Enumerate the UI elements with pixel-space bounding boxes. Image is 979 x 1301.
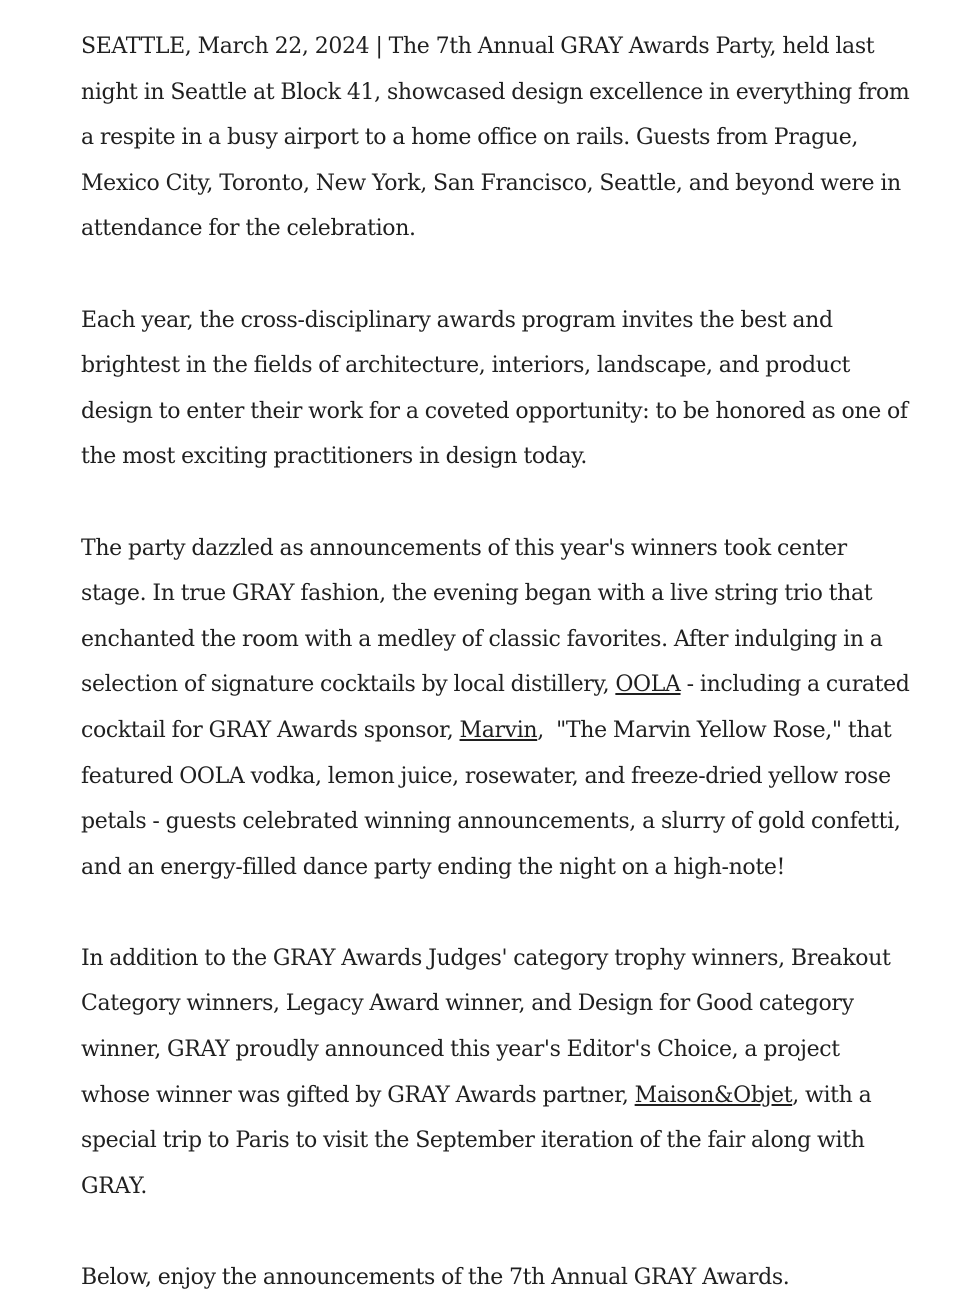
- article-body: [81, 24, 911, 1301]
- party-text-2: - including a curated cocktail for GRAY Awards sponsor,: [81, 672, 910, 743]
- dateline-separator: |: [369, 34, 389, 59]
- paragraph-intro: [81, 24, 911, 252]
- paragraph-program: [81, 298, 911, 480]
- paragraph-closing: [81, 1255, 911, 1301]
- paragraph-party: [81, 526, 911, 891]
- editors-choice-text-2: , with a special trip to Paris to visit the September iteration of the fair along with GRAY.: [81, 1082, 872, 1199]
- closing-text: Below, enjoy the announcements of the 7th Annual GRAY Awards.: [81, 1265, 790, 1291]
- party-text-3: , "The Marvin Yellow Rose," that featured OOLA vodka, lemon juice, rosewater, and freeze-dried yellow rose petals - guests celebrated winning announcements, a slurry of gold confetti, and an energy-filled dance party ending the night on a high-note!: [81, 717, 907, 880]
- oola-link[interactable]: OOLA: [615, 672, 681, 698]
- marvin-link[interactable]: Marvin: [459, 717, 538, 743]
- party-text-1: The party dazzled as announcements of this year's winners took center stage. In true GRAY fashion, the evening began with a live string trio that enchanted the room with a medley of classic favorites. After indulging in a selection of signature cocktails by local distillery,: [81, 535, 883, 698]
- intro-text: The 7th Annual GRAY Awards Party, held last night in Seattle at Block 41, showcased design excellence in everything from a respite in a busy airport to a home office on rails. Guests from Prague, Mexico City, Toronto, New York, San Francisco, Seattle, and beyond were in attendance for the celebration.: [81, 34, 910, 242]
- paragraph-editors-choice: [81, 936, 911, 1210]
- dateline: SEATTLE, March 22, 2024: [81, 34, 370, 59]
- program-text: Each year, the cross-disciplinary awards program invites the best and brightest in the fields of architecture, interiors, landscape, and product design to enter their work for a coveted opportunity: to be honored as one of the most exciting practitioners in design today.: [81, 307, 908, 470]
- editors-choice-text-1: In addition to the GRAY Awards Judges' category trophy winners, Breakout Category winners, Legacy Award winner, and Design for Good category winner, GRAY proudly announced this year's Editor's Choice, a project whose winner was gifted by GRAY Awards partner,: [81, 945, 891, 1108]
- maison-objet-link[interactable]: Maison&Objet: [634, 1082, 793, 1108]
